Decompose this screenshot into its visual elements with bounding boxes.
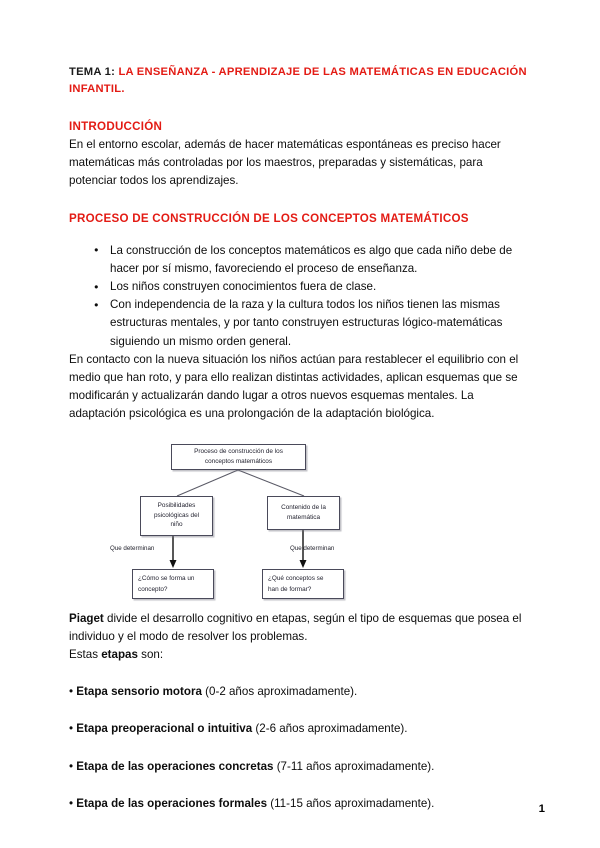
paragraph-piaget-rest: divide el desarrollo cognitivo en etapas, según el tipo de esquemas que posea el individuo y el modo de resolver los problemas.	[69, 611, 522, 643]
diagram-label-left: Que determinan	[110, 544, 155, 552]
diagram-box-question-left	[132, 569, 214, 599]
diagram-box-posibilidades-line1: Posibilidades	[157, 502, 196, 510]
etapa-detail: (11-15 años aproximadamente).	[267, 796, 435, 810]
etapa-bullet: •	[69, 759, 77, 773]
diagram-box-proceso-line1: Proceso de construcción de los	[194, 448, 283, 456]
list-item: ● Con independencia de la raza y la cultura todos los niños tienen las mismas estructuras mentales, y por tanto construyen estructuras lógico-matemáticas siguiendo un mismo orden general.	[94, 296, 534, 351]
diagram-box-contenido	[267, 496, 340, 530]
estas-post: son:	[137, 648, 164, 662]
page-title-rest: LA ENSEÑANZA - APRENDIZAJE DE LAS MATEMÁTICAS EN EDUCACIÓN INFANTIL.	[69, 66, 527, 95]
list-item: ● La construcción de los conceptos matemáticos es algo que cada niño debe de hacer por sí mismo, favoreciendo el proceso de enseñanza.	[94, 242, 534, 278]
etapa-bullet: •	[69, 796, 77, 810]
bullet-list-proceso	[69, 242, 534, 351]
etapa-bullet: •	[69, 722, 77, 736]
diagram-box-contenido-line2: matemática	[286, 513, 321, 521]
etapa-detail: (2-6 años aproximadamente).	[252, 722, 408, 736]
etapa-name: Etapa preoperacional o intuitiva	[76, 722, 253, 736]
etapa-name: Etapa sensorio motora	[76, 685, 202, 699]
paragraph-introduccion: En el entorno escolar, además de hacer matemáticas espontáneas es preciso hacer matemáticas más controladas por los maestros, preparadas y sistemáticas, para potenciar todos los aprendizajes.	[69, 137, 501, 187]
etapa-detail: (0-2 años aproximadamente).	[201, 685, 358, 699]
diagram-box-question-left-line1: ¿Cómo se forma un	[138, 574, 195, 582]
diagram-box-proceso-line2: conceptos matemáticos	[204, 457, 273, 465]
page-title-lead: TEMA 1:	[69, 66, 116, 78]
paragraph-contacto: En contacto con la nueva situación los niños actúan para restablecer el equilibrio con el medio que han roto, y para ello realizan distintas actividades, aplican esquemas que se modificarán y actualizarán dando lugar a otros nuevos esquemas mentales. La adaptación psicológica es una prolongación de la adaptación biológica.	[69, 352, 519, 421]
diagram-label-right: Que determinan	[290, 544, 335, 552]
paragraph-piaget-bold: Piaget	[69, 611, 104, 625]
etapa-name: Etapa de las operaciones formales	[76, 796, 268, 810]
page-number: 1	[538, 803, 545, 815]
estas-bold: etapas	[101, 648, 138, 662]
etapa-item	[69, 758, 540, 776]
diagram-box-proceso	[171, 444, 306, 470]
etapa-bullet: •	[69, 685, 77, 699]
paragraph-piaget	[69, 610, 525, 646]
etapa-item	[69, 683, 540, 701]
paragraph-estas-etapas	[69, 646, 540, 664]
estas-pre: Estas	[69, 648, 102, 662]
etapa-name: Etapa de las operaciones concretas	[76, 759, 274, 773]
page-title	[69, 64, 540, 97]
diagram-box-contenido-line1: Contenido de la	[281, 504, 326, 512]
list-item: ● Los niños construyen conocimientos fuera de clase.	[94, 278, 534, 296]
section-heading-introduccion: INTRODUCCIÓN	[69, 120, 163, 133]
diagram-box-posibilidades-line3: niño	[170, 521, 183, 529]
diagram-box-question-right	[262, 569, 344, 599]
etapa-detail: (7-11 años aproximadamente).	[273, 759, 435, 773]
diagram-box-question-right-line2: han de formar?	[268, 585, 312, 593]
section-heading-proceso: PROCESO DE CONSTRUCCIÓN DE LOS CONCEPTOS MATEMÁTICOS	[69, 212, 469, 226]
diagram-box-posibilidades	[140, 496, 213, 536]
etapa-item	[69, 795, 540, 813]
etapa-item	[69, 720, 540, 738]
diagram-box-posibilidades-line2: psicológicas del	[153, 511, 200, 519]
diagram-box-question-left-line2: concepto?	[138, 585, 168, 593]
concept-flow-diagram	[110, 442, 544, 610]
diagram-box-question-right-line1: ¿Qué conceptos se	[268, 574, 324, 582]
